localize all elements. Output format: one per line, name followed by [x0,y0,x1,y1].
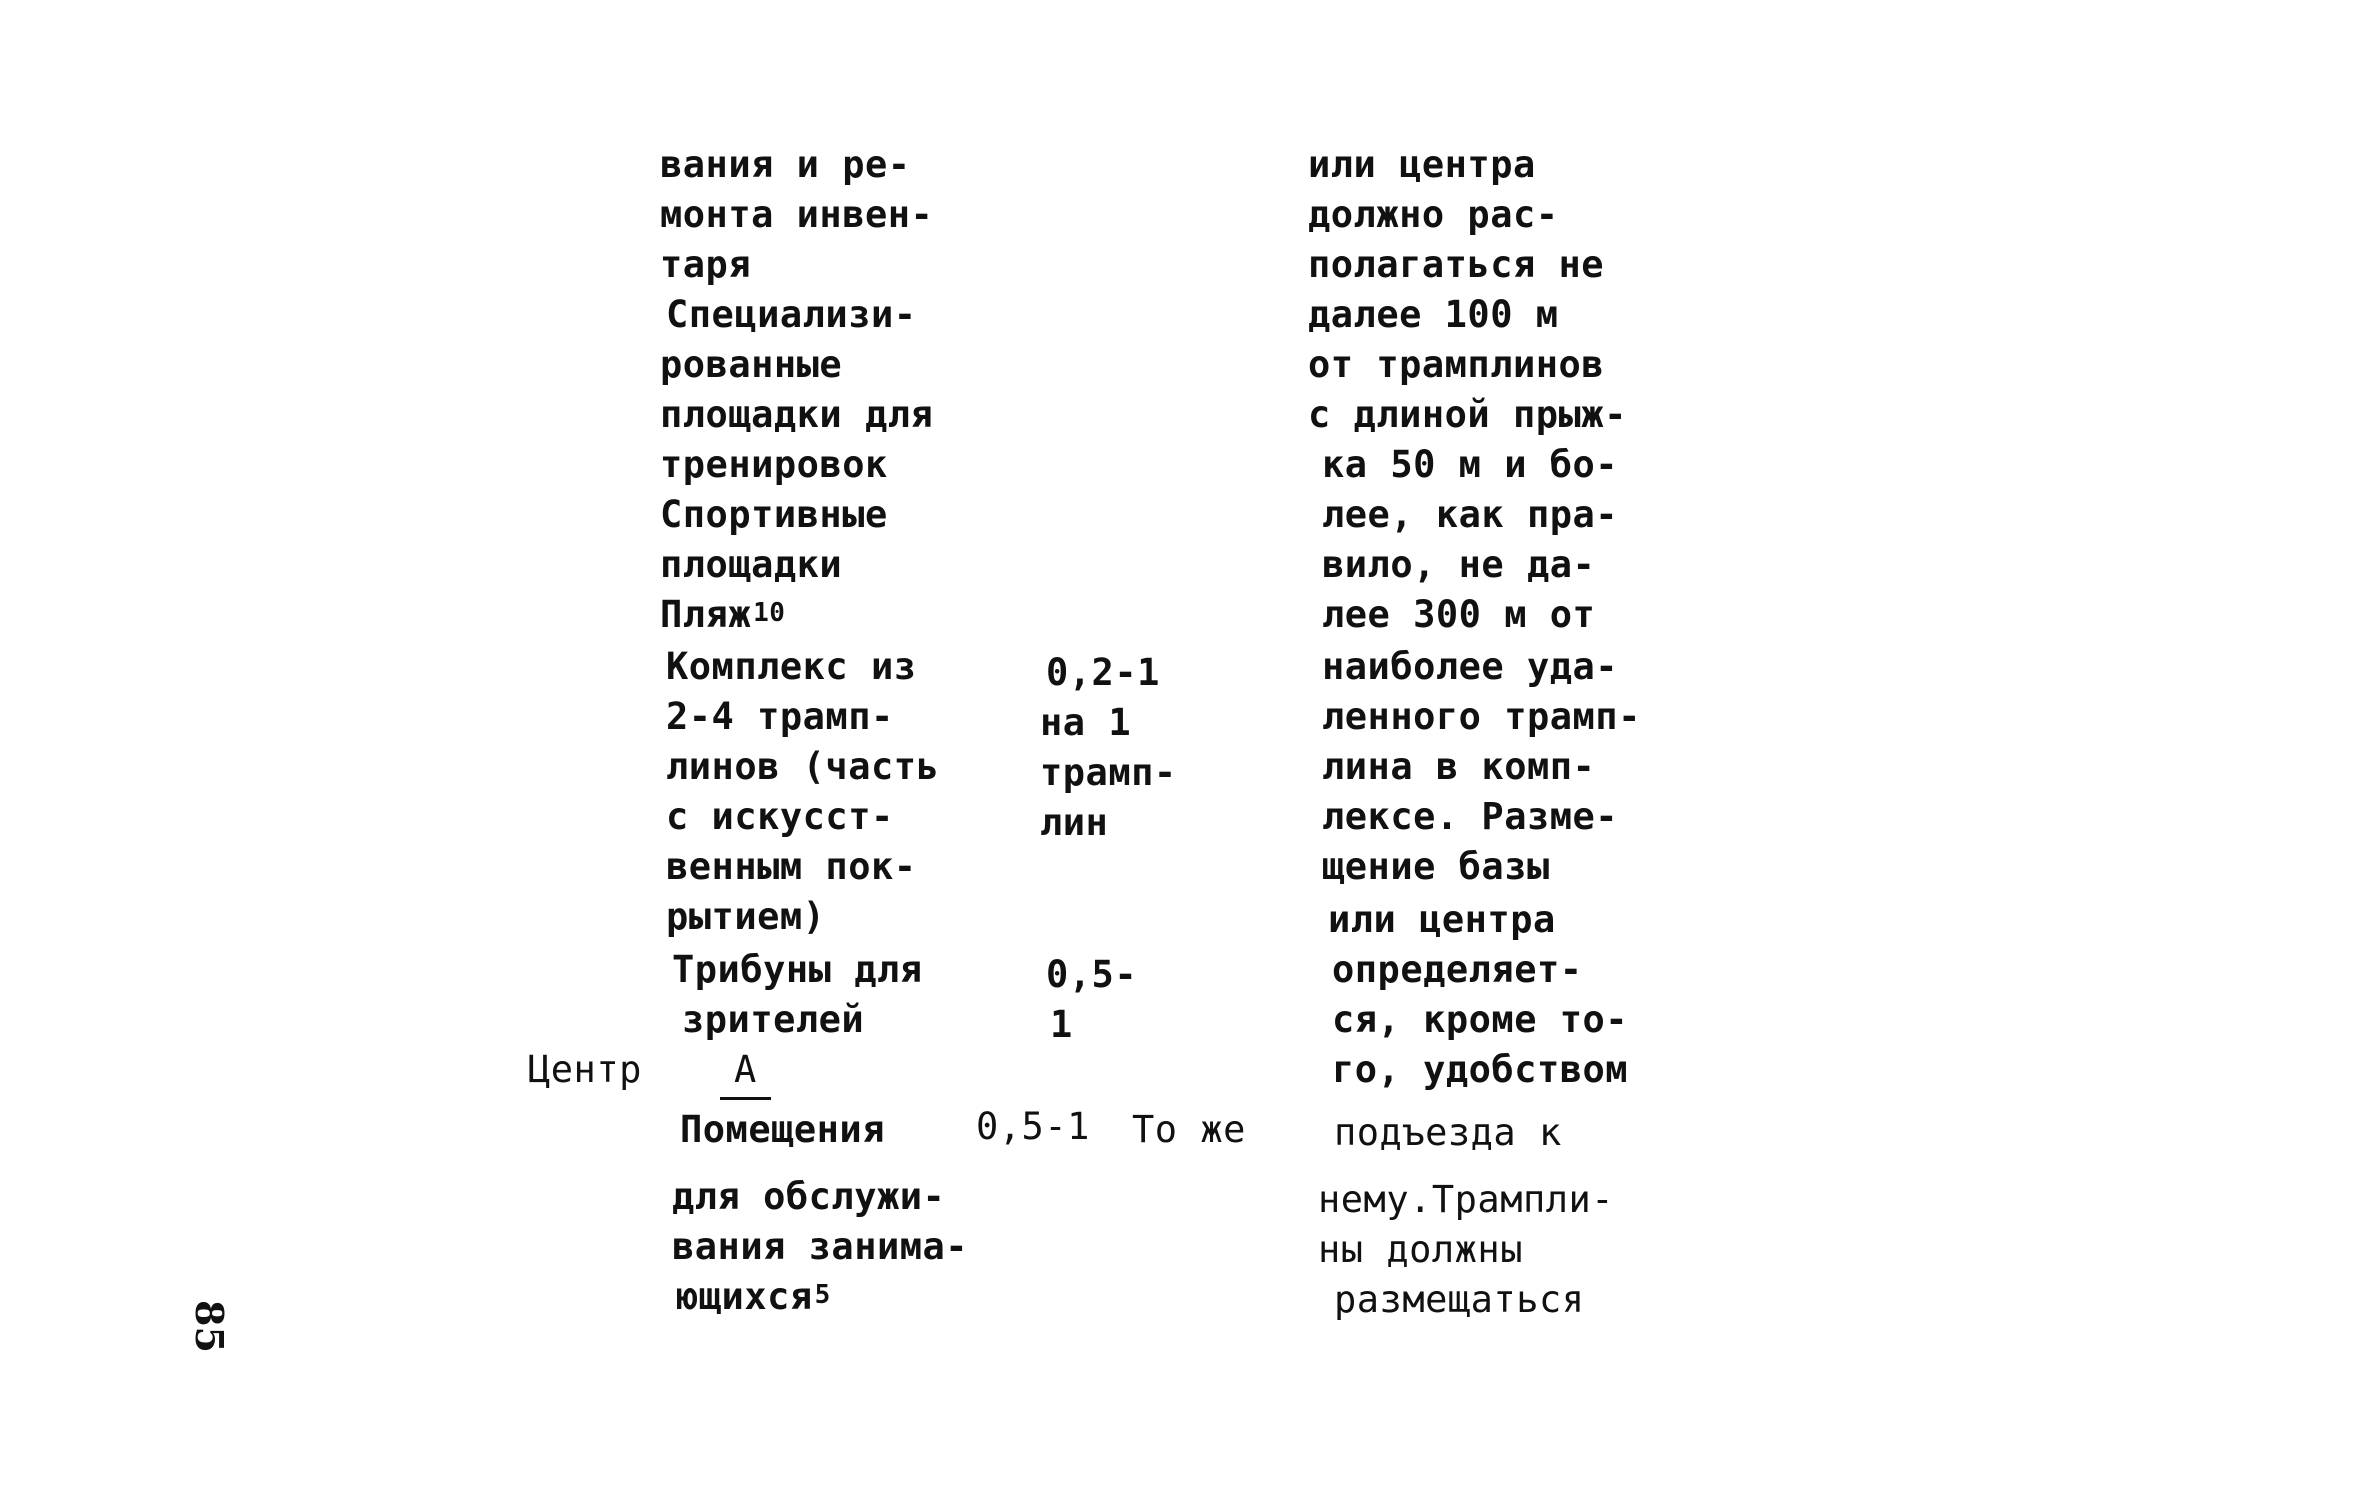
notes-line: ленного трамп- [1322,695,1641,738]
notes-line: подъезда к [1334,1111,1562,1154]
notes-line: ка 50 м и бо- [1322,443,1619,486]
name-line: 2-4 трамп- [666,695,894,738]
area-line: 0,2-1 [1046,651,1160,694]
area-line: 0,5-1 [976,1105,1090,1148]
notes-line: с длиной прыж- [1308,393,1627,436]
notes-line: лина в комп- [1322,745,1596,788]
name-line: зрителей [682,998,865,1041]
notes-line: лексе. Разме- [1322,795,1619,838]
area-line: трамп- [1040,751,1177,794]
name-line: рытием) [666,895,826,938]
notes-line: должно рас- [1308,193,1559,236]
name-line: тренировок [660,443,888,486]
name-line: Трибуны для [672,948,923,991]
row-label-category [720,1045,771,1100]
name-line: Комплекс из [666,645,917,688]
name-line-staff [676,1272,831,1326]
category-letter: А [720,1045,771,1100]
name-line: вания занима- [672,1225,969,1268]
notes-line: щение базы [1322,845,1550,888]
name-line: Помещения [680,1108,885,1151]
name-line: с искусст- [666,795,894,838]
area-line: на 1 [1040,701,1132,744]
notes-line: ны должны [1318,1228,1523,1271]
notes-line: определяет- [1332,948,1583,991]
beach-label: Пляж [660,593,752,636]
notes-line: или центра [1308,143,1536,186]
name-line: вания и ре- [660,143,911,186]
name-line: Спортивные [660,493,888,536]
name-line: площадки [660,543,843,586]
name-line: таря [660,243,752,286]
area-line: 0,5- [1046,953,1138,996]
staff-label: ющихся [676,1275,813,1318]
notes-line: далее 100 м [1308,293,1559,336]
notes-line: нему.Трампли- [1318,1178,1615,1221]
notes-line: размещаться [1334,1278,1585,1321]
notes-line: или центра [1328,898,1556,941]
row-label-center: Центр [528,1048,642,1091]
name-line: монта инвен- [660,193,934,236]
name-line: Специализи- [666,293,917,336]
footnote-marker: 5 [814,1280,831,1310]
same-as-above: То же [1132,1108,1246,1151]
notes-line: лее 300 м от [1322,593,1596,636]
area-line: лин [1040,801,1109,844]
notes-line: вило, не да- [1322,543,1596,586]
footnote-marker: 10 [753,598,786,628]
name-line: линов (часть [666,745,940,788]
notes-line: полагаться не [1308,243,1605,286]
area-line: 1 [1050,1003,1073,1046]
notes-line: го, удобством [1332,1048,1629,1091]
name-line: для обслужи- [672,1175,946,1218]
notes-line: ся, кроме то- [1332,998,1629,1041]
name-line-beach [660,590,785,644]
name-line: венным пок- [666,845,917,888]
name-line: площадки для [660,393,934,436]
name-line: рованные [660,343,843,386]
notes-line: лее, как пра- [1322,493,1619,536]
notes-line: наиболее уда- [1322,645,1619,688]
page-number: 85 [187,1300,232,1353]
notes-line: от трамплинов [1308,343,1605,386]
